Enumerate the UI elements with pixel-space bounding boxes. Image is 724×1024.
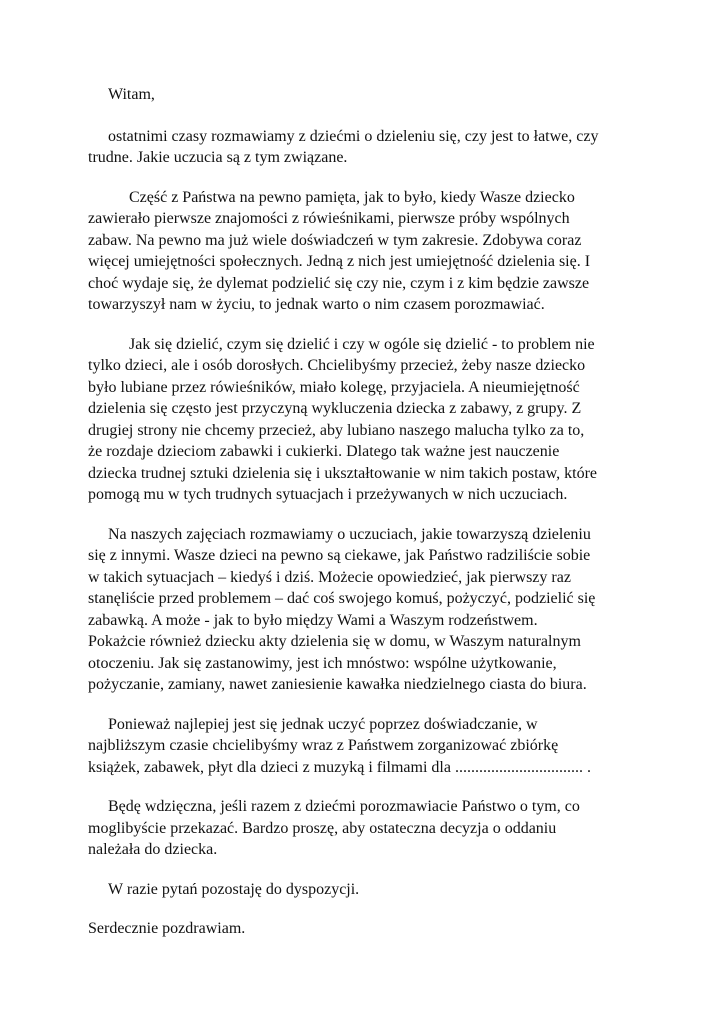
paragraph-line: Jak się dzielić, czym się dzielić i czy w ogóle się dzielić - to problem nie bbox=[129, 335, 595, 353]
letter-body bbox=[88, 84, 646, 958]
paragraph-line: Część z Państwa na pewno pamięta, jak to było, kiedy Wasze dziecko bbox=[129, 188, 575, 206]
paragraph-line: więcej umiejętności społecznych. Jedną z nich jest umiejętność dzielenia się. I bbox=[88, 253, 591, 270]
letter-greeting bbox=[88, 84, 646, 106]
paragraph-line: pożyczanie, zamiany, nawet zaniesienie kawałka niedzielnego ciasta do biura. bbox=[88, 676, 587, 693]
paragraph-line: stanęliście przed problemem – dać coś swojego komuś, pożyczyć, podzielić się bbox=[88, 590, 596, 607]
paragraph-line: drugiej strony nie chcemy przecież, aby lubiano naszego malucha tylko za to, bbox=[88, 421, 585, 439]
paragraph-line: pomogą mu w tych trudnych sytuacjach i przeżywanych w nich uczuciach. bbox=[88, 486, 568, 503]
paragraph-line: się z innymi. Wasze dzieci na pewno są ciekawe, jak Państwo radziliście sobie bbox=[88, 547, 591, 564]
closing-text: Serdecznie pozdrawiam. bbox=[88, 920, 246, 937]
paragraph-line: należała do dziecka. bbox=[88, 841, 218, 858]
paragraph-line: towarzyszył nam w życiu, to jednak warto o nim czasem porozmawiać. bbox=[88, 296, 545, 313]
paragraph-line: Pokażcie również dziecku akty dzielenia się w domu, w Waszym naturalnym bbox=[88, 633, 581, 650]
paragraph-line: trudne. Jakie uczucia są z tym związane. bbox=[88, 149, 348, 166]
paragraph-intro bbox=[88, 126, 646, 169]
paragraph-line: dzielenia się często jest przyczyną wykluczenia dziecka z zabawy, z grupy. Z bbox=[88, 400, 582, 417]
paragraph-line: zabawką. A może - jak to było między Wami a Waszym rodzeństwem. bbox=[88, 611, 538, 629]
paragraph-line: książek, zabawek, płyt dla dzieci z muzyką i filmami dla ................................ . bbox=[88, 758, 591, 776]
paragraph-questions bbox=[88, 879, 646, 901]
paragraph-line: choć wydaje się, że dylemat podzielić się czy nie, czym i z kim będzie zawsze bbox=[88, 274, 590, 292]
paragraph-line: moglibyście przekazać. Bardzo proszę, aby ostateczna decyzja o oddaniu bbox=[88, 819, 557, 837]
paragraph-line: tylko dzieci, ale i osób dorosłych. Chcielibyśmy przecież, żeby nasze dziecko bbox=[88, 357, 586, 374]
greeting-text: Witam, bbox=[108, 86, 155, 103]
paragraph-line: zabaw. Na pewno ma już wiele doświadczeń w tym zakresie. Zdobywa coraz bbox=[88, 231, 582, 249]
paragraph-request bbox=[88, 796, 646, 861]
paragraph-line: Będę wdzięczna, jeśli razem z dziećmi porozmawiacie Państwo o tym, co bbox=[108, 798, 580, 815]
paragraph-line: otoczeniu. Jak się zastanowimy, jest ich mnóstwo: wspólne użytkowanie, bbox=[88, 654, 557, 672]
paragraph-line: Ponieważ najlepiej jest się jednak uczyć poprzez doświadczanie, w bbox=[108, 715, 538, 733]
paragraph-memories bbox=[88, 187, 646, 316]
paragraph-line: że rozdaje dzieciom zabawki i cukierki. Dlatego tak ważne jest nauczenie bbox=[88, 443, 560, 460]
paragraph-line: dziecka trudnej sztuki dzielenia się i ukształtowanie w nim takich postaw, które bbox=[88, 464, 598, 482]
paragraph-line: ostatnimi czasy rozmawiamy z dziećmi o dzieleniu się, czy jest to łatwe, czy bbox=[108, 127, 599, 145]
paragraph-how-to-share bbox=[88, 334, 646, 506]
paragraph-line: zawierało pierwsze znajomości z rówieśnikami, pierwsze próby wspólnych bbox=[88, 210, 570, 227]
paragraph-classes bbox=[88, 524, 646, 696]
paragraph-collection bbox=[88, 714, 646, 779]
paragraph-line: w takich sytuacjach – kiedyś i dziś. Możecie opowiedzieć, jak pierwszy raz bbox=[88, 568, 571, 586]
paragraph-line: W razie pytań pozostaję do dyspozycji. bbox=[108, 880, 360, 898]
paragraph-line: Na naszych zajęciach rozmawiamy o uczuciach, jakie towarzyszą dzieleniu bbox=[108, 525, 591, 543]
paragraph-line: najbliższym czasie chcielibyśmy wraz z Państwem zorganizować zbiórkę bbox=[88, 737, 559, 754]
paragraph-line: było lubiane przez rówieśników, miało kolegę, przyjaciela. A nieumiejętność bbox=[88, 378, 580, 396]
letter-closing bbox=[88, 918, 646, 940]
